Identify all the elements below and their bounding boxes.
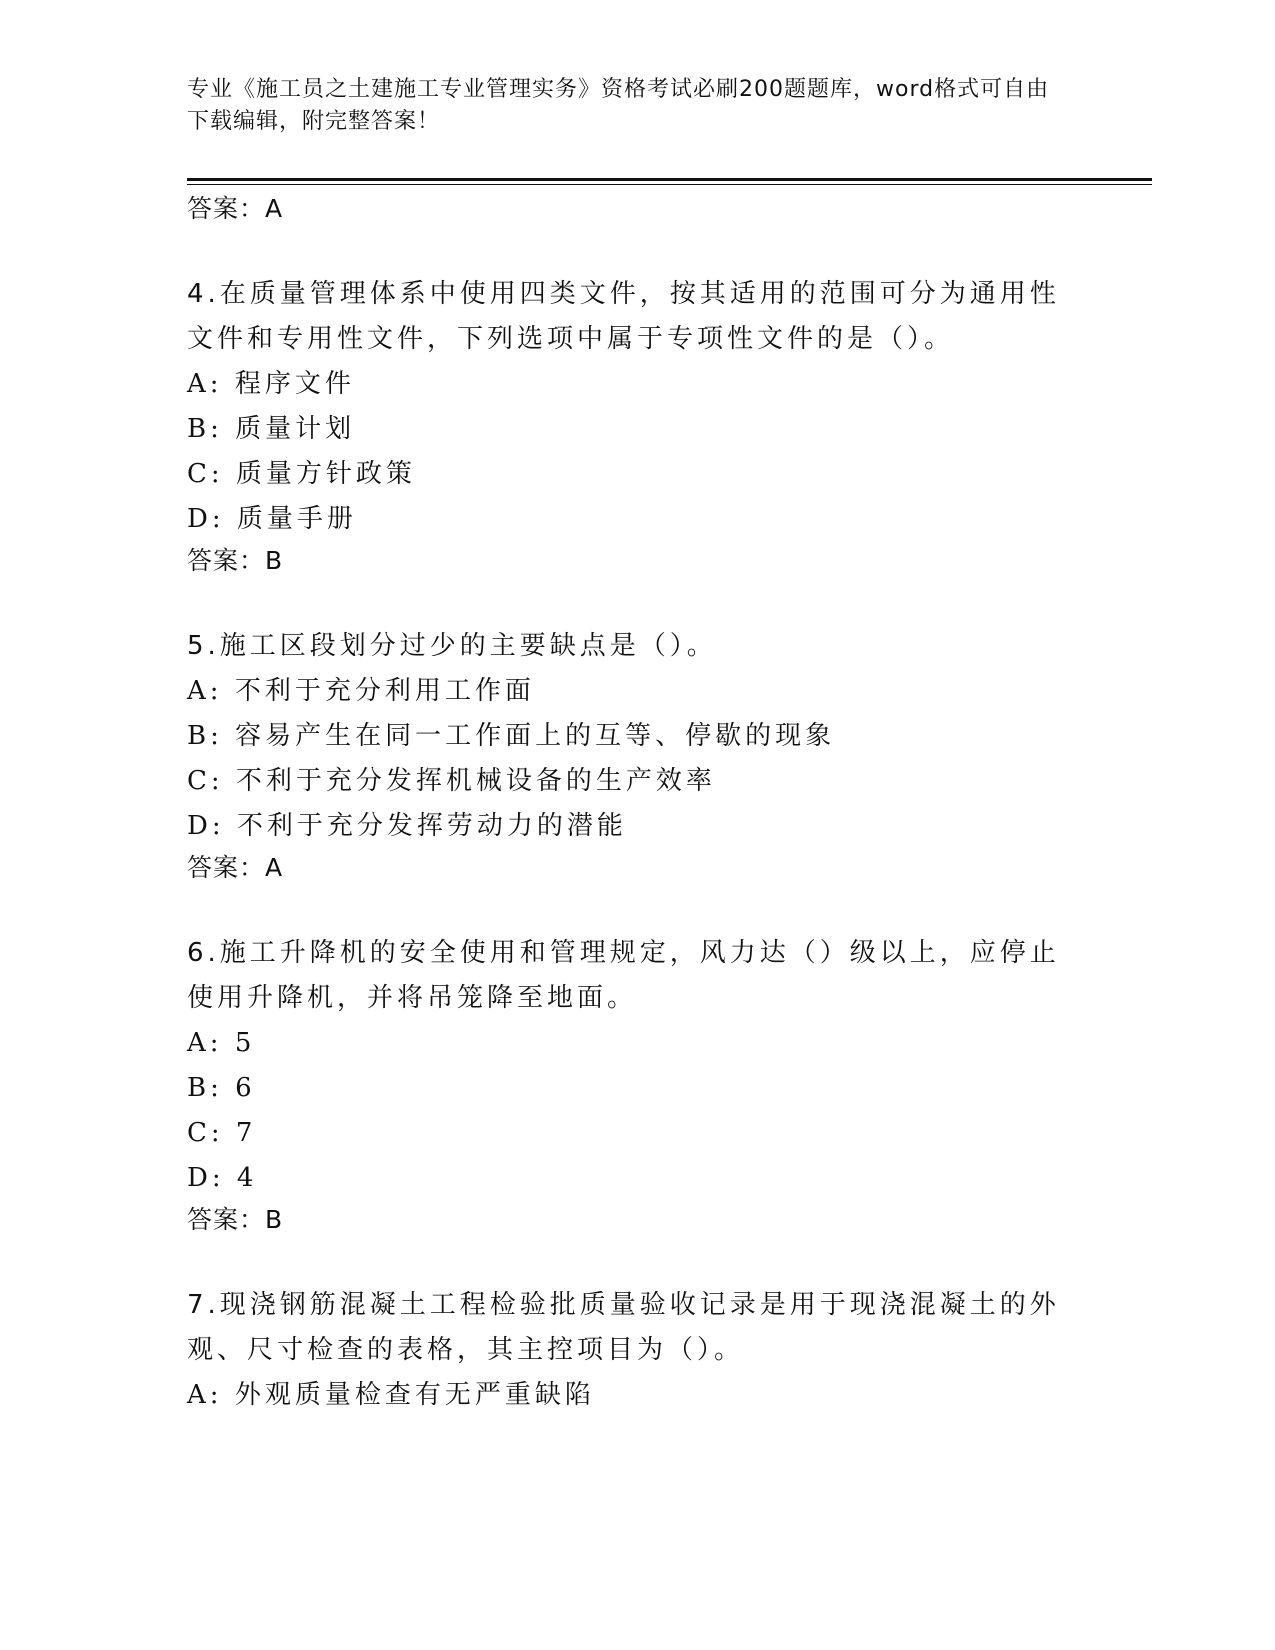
option-text: 不利于充分发挥机械设备的生产效率 [235,766,716,796]
option-b [187,407,1087,452]
question-4 [187,272,1087,577]
answer-label: 答案： [187,546,266,575]
option-text: 外观质量检查有无严重缺陷 [234,1380,595,1410]
question-stem: 7.现浇钢筋混凝土工程检验批质量验收记录是用于现浇混凝土的外观、尺寸检查的表格，其主控项目为（）。 [187,1290,1060,1365]
option-d [187,1156,1087,1201]
header-rule-thick [187,178,1152,181]
option-text: 4 [236,1163,258,1193]
document-header: 专业《施工员之土建施工专业管理实务》资格考试必刷200题题库，word格式可自由下载编辑，附完整答案！ [187,77,1050,134]
option-c [187,1111,1087,1156]
option-d [187,804,1087,849]
option-letter: B: [187,721,223,751]
option-c [187,759,1087,804]
option-d [187,497,1087,542]
option-letter: A: [187,1380,223,1410]
option-text: 质量手册 [236,504,357,534]
option-letter: B: [187,414,223,444]
option-letter: C: [187,1118,224,1148]
option-letter: D: [187,1163,225,1193]
option-a [187,1373,1087,1418]
option-text: 不利于充分发挥劳动力的潜能 [236,811,627,841]
option-letter: C: [187,766,224,796]
question-7 [187,1283,1087,1418]
option-text: 质量方针政策 [235,459,416,489]
question-stem: 6.施工升降机的安全使用和管理规定，风力达（）级以上，应停止使用升降机，并将吊笼降至地面。 [187,938,1060,1013]
option-letter: A: [187,676,223,706]
answer-value: A [265,194,284,223]
answer-label: 答案： [187,1205,266,1234]
answer-label: 答案： [187,194,266,223]
option-text: 5 [234,1028,256,1058]
answer-line [187,852,1087,884]
option-letter: D: [187,504,225,534]
option-b [187,714,1087,759]
option-letter: B: [187,1073,223,1103]
option-letter: D: [187,811,225,841]
answer-line [187,193,1087,225]
option-letter: C: [187,459,224,489]
option-text: 程序文件 [234,369,355,399]
answer-line [187,545,1087,577]
option-letter: A: [187,1028,223,1058]
option-letter: A: [187,369,223,399]
question-5 [187,624,1087,884]
answer-value: A [265,853,284,882]
option-a [187,669,1087,714]
option-text: 容易产生在同一工作面上的互等、停歇的现象 [235,721,836,751]
answer-value: B [265,1205,284,1234]
option-a [187,362,1087,407]
document-body [187,193,1087,1418]
answer-label: 答案： [187,853,266,882]
answer-value: B [265,546,284,575]
option-text: 质量计划 [235,414,356,444]
header-rule-thin [187,184,1152,185]
option-a [187,1021,1087,1066]
answer-line [187,1204,1087,1236]
question-6 [187,931,1087,1236]
option-c [187,452,1087,497]
question-stem: 5.施工区段划分过少的主要缺点是（）。 [187,631,717,661]
question-stem: 4.在质量管理体系中使用四类文件，按其适用的范围可分为通用性文件和专用性文件，下列选项中属于专项性文件的是（）。 [187,279,1060,354]
option-text: 不利于充分利用工作面 [234,676,535,706]
option-text: 6 [235,1073,256,1103]
option-b [187,1066,1087,1111]
option-text: 7 [235,1118,257,1148]
